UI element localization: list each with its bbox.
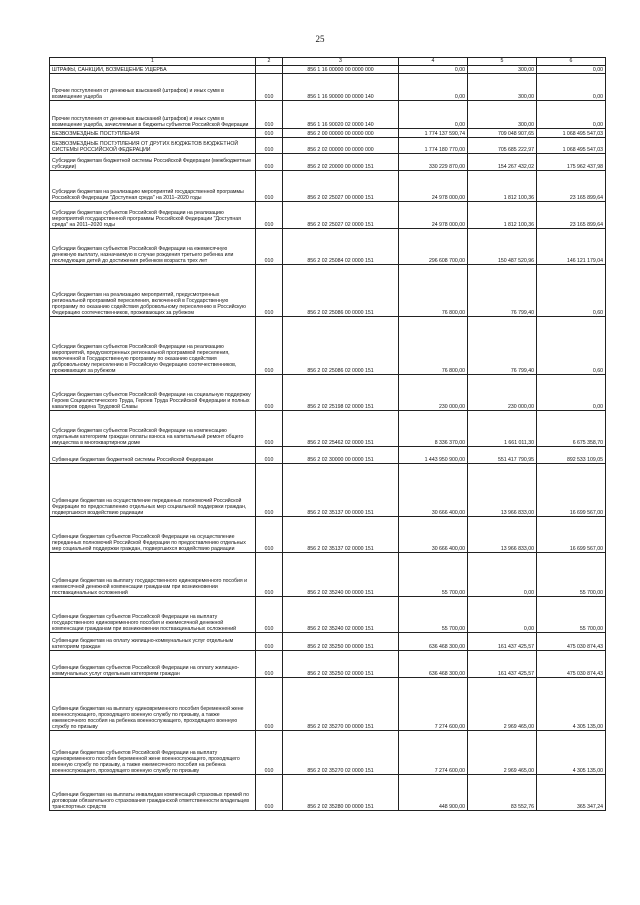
row-kbk-cell: 856 2 02 35137 02 0000 151 <box>283 517 399 553</box>
row-approved-value-cell: 76 800,00 <box>399 317 468 375</box>
table-row <box>50 731 606 775</box>
row-approved-value-cell: 636 468 300,00 <box>399 633 468 651</box>
row-executed-value-cell: 13 966 833,00 <box>468 517 537 553</box>
header-cell-6: 6 <box>537 58 606 66</box>
row-code-cell: 010 <box>256 633 283 651</box>
row-unexecuted-value-cell: 475 030 874,43 <box>537 633 606 651</box>
table-row <box>50 553 606 597</box>
header-cell-2: 2 <box>256 58 283 66</box>
row-name-cell: Субсидии бюджетам субъектов Российской Федерации на компенсацию отдельным категориям граждан оплаты взноса на капитальный ремонт общего имущества в многоквартирном доме <box>50 411 256 447</box>
row-approved-value-cell: 24 978 000,00 <box>399 202 468 229</box>
row-unexecuted-value-cell: 0,00 <box>537 101 606 129</box>
row-unexecuted-value-cell: 4 305 135,00 <box>537 678 606 731</box>
row-name-cell: Субвенции бюджетам на оплату жилищно-коммунальных услуг отдельным категориям граждан <box>50 633 256 651</box>
row-code-cell: 010 <box>256 517 283 553</box>
row-unexecuted-value-cell: 6 675 358,70 <box>537 411 606 447</box>
row-executed-value-cell: 0,00 <box>468 597 537 633</box>
header-cell-5: 5 <box>468 58 537 66</box>
row-code-cell: 010 <box>256 447 283 464</box>
budget-table <box>49 57 606 811</box>
row-code-cell: 010 <box>256 129 283 138</box>
row-approved-value-cell: 24 978 000,00 <box>399 171 468 202</box>
row-kbk-cell: 856 2 00 00000 00 0000 000 <box>283 129 399 138</box>
row-kbk-cell: 856 2 02 00000 00 0000 000 <box>283 138 399 154</box>
row-name-cell: БЕЗВОЗМЕЗДНЫЕ ПОСТУПЛЕНИЯ ОТ ДРУГИХ БЮДЖЕТОВ БЮДЖЕТНОЙ СИСТЕМЫ РОССИЙСКОЙ ФЕДЕРАЦИИ <box>50 138 256 154</box>
row-executed-value-cell: 161 437 425,57 <box>468 633 537 651</box>
row-approved-value-cell: 7 274 600,00 <box>399 678 468 731</box>
row-executed-value-cell: 161 437 425,57 <box>468 651 537 678</box>
table-row <box>50 317 606 375</box>
row-unexecuted-value-cell: 175 962 437,98 <box>537 154 606 171</box>
row-unexecuted-value-cell: 23 165 899,64 <box>537 202 606 229</box>
row-code-cell: 010 <box>256 553 283 597</box>
row-executed-value-cell: 1 661 011,30 <box>468 411 537 447</box>
row-name-cell: Субсидии бюджетам на реализацию мероприятий, предусмотренных региональной программой переселения, включенной в Государственную программу по оказанию содействия добровольному переселению в Российскую Федерацию соотечественников, проживающих за рубежом <box>50 265 256 317</box>
table-row <box>50 447 606 464</box>
row-name-cell: Субвенции бюджетам субъектов Российской Федерации на оплату жилищно-коммунальных услуг отдельным категориям граждан <box>50 651 256 678</box>
row-kbk-cell: 856 2 02 25462 02 0000 151 <box>283 411 399 447</box>
row-unexecuted-value-cell: 0,00 <box>537 74 606 101</box>
row-kbk-cell: 856 1 16 00000 00 0000 000 <box>283 66 399 74</box>
row-approved-value-cell: 30 666 400,00 <box>399 517 468 553</box>
row-unexecuted-value-cell: 16 699 567,00 <box>537 517 606 553</box>
table-row <box>50 154 606 171</box>
row-unexecuted-value-cell: 892 533 109,05 <box>537 447 606 464</box>
row-unexecuted-value-cell: 0,60 <box>537 317 606 375</box>
row-code-cell: 010 <box>256 651 283 678</box>
row-kbk-cell: 856 1 16 90000 00 0000 140 <box>283 74 399 101</box>
row-executed-value-cell: 2 969 465,00 <box>468 731 537 775</box>
row-executed-value-cell: 154 267 432,02 <box>468 154 537 171</box>
row-unexecuted-value-cell: 475 030 874,43 <box>537 651 606 678</box>
row-name-cell: Субсидии бюджетам бюджетной системы Российской Федерации (межбюджетные субсидии) <box>50 154 256 171</box>
row-unexecuted-value-cell: 0,60 <box>537 265 606 317</box>
row-approved-value-cell: 330 229 870,00 <box>399 154 468 171</box>
row-unexecuted-value-cell: 55 700,00 <box>537 553 606 597</box>
row-code-cell: 010 <box>256 101 283 129</box>
row-code-cell: 010 <box>256 678 283 731</box>
table-row <box>50 229 606 265</box>
row-name-cell: Субвенции бюджетам на выплату государственного единовременного пособия и ежемесячной денежной компенсации гражданам при возникновении поствакцинальных осложнений <box>50 553 256 597</box>
row-kbk-cell: 856 1 16 90020 02 0000 140 <box>283 101 399 129</box>
header-cell-3: 3 <box>283 58 399 66</box>
row-executed-value-cell: 150 487 520,96 <box>468 229 537 265</box>
row-kbk-cell: 856 2 02 35270 00 0000 151 <box>283 678 399 731</box>
row-unexecuted-value-cell: 16 699 567,00 <box>537 464 606 517</box>
row-code-cell: 010 <box>256 154 283 171</box>
row-name-cell: Субсидии бюджетам на реализацию мероприятий государственной программы Российской Федерации "Доступная среда" на 2011–2020 годы <box>50 171 256 202</box>
row-approved-value-cell: 296 608 700,00 <box>399 229 468 265</box>
row-unexecuted-value-cell: 365 347,24 <box>537 775 606 811</box>
row-kbk-cell: 856 2 02 25027 02 0000 151 <box>283 202 399 229</box>
row-code-cell: 010 <box>256 775 283 811</box>
row-approved-value-cell: 1 443 950 900,00 <box>399 447 468 464</box>
row-name-cell: Субсидии бюджетам субъектов Российской Федерации на реализацию мероприятий, предусмотренных региональной программой переселения, включенной в Государственную программу по оказанию содействия добровольному переселению в Российскую Федерацию соотечественников, проживающих за рубежом <box>50 317 256 375</box>
row-approved-value-cell: 1 774 180 770,00 <box>399 138 468 154</box>
row-kbk-cell: 856 2 02 25084 02 0000 151 <box>283 229 399 265</box>
row-code-cell: 010 <box>256 74 283 101</box>
row-unexecuted-value-cell: 1 068 495 547,03 <box>537 129 606 138</box>
row-approved-value-cell: 1 774 137 590,74 <box>399 129 468 138</box>
row-kbk-cell: 856 2 02 25198 02 0000 151 <box>283 375 399 411</box>
row-approved-value-cell: 0,00 <box>399 74 468 101</box>
table-row <box>50 171 606 202</box>
table-row <box>50 66 606 74</box>
row-kbk-cell: 856 2 02 25086 00 0000 151 <box>283 265 399 317</box>
row-name-cell: Прочие поступления от денежных взысканий (штрафов) и иных сумм в возмещение ущерба <box>50 74 256 101</box>
row-code-cell: 010 <box>256 171 283 202</box>
row-executed-value-cell: 1 812 100,36 <box>468 202 537 229</box>
row-executed-value-cell: 300,00 <box>468 74 537 101</box>
row-name-cell: ШТРАФЫ, САНКЦИИ, ВОЗМЕЩЕНИЕ УЩЕРБА <box>50 66 256 74</box>
row-executed-value-cell: 709 048 907,65 <box>468 129 537 138</box>
row-kbk-cell: 856 2 02 30000 00 0000 151 <box>283 447 399 464</box>
row-approved-value-cell: 55 700,00 <box>399 553 468 597</box>
row-name-cell: Субсидии бюджетам субъектов Российской Федерации на социальную поддержку Героев Социалистического Труда, Героев Труда Российской Федерации и полных кавалеров ордена Трудовой Славы <box>50 375 256 411</box>
row-approved-value-cell: 30 666 400,00 <box>399 464 468 517</box>
header-cell-4: 4 <box>399 58 468 66</box>
row-approved-value-cell: 230 000,00 <box>399 375 468 411</box>
row-kbk-cell: 856 2 02 25086 02 0000 151 <box>283 317 399 375</box>
header-cell-1: 1 <box>50 58 256 66</box>
row-name-cell: Прочие поступления от денежных взысканий (штрафов) и иных сумм в возмещение ущерба, зачисляемые в бюджеты субъектов Российской Федерации <box>50 101 256 129</box>
row-approved-value-cell: 55 700,00 <box>399 597 468 633</box>
table-row <box>50 202 606 229</box>
row-executed-value-cell: 76 799,40 <box>468 317 537 375</box>
row-name-cell: Субвенции бюджетам бюджетной системы Российской Федерации <box>50 447 256 464</box>
table-row <box>50 517 606 553</box>
row-approved-value-cell: 636 468 300,00 <box>399 651 468 678</box>
row-unexecuted-value-cell: 4 305 135,00 <box>537 731 606 775</box>
row-unexecuted-value-cell: 1 068 495 547,03 <box>537 138 606 154</box>
row-kbk-cell: 856 2 02 35137 00 0000 151 <box>283 464 399 517</box>
row-executed-value-cell: 13 966 833,00 <box>468 464 537 517</box>
row-name-cell: Субвенции бюджетам субъектов Российской Федерации на осуществление переданных полномочий Российской Федерации по предоставлению отдельных мер социальной поддержки граждан, подвергшихся воздействию радиации <box>50 517 256 553</box>
row-code-cell: 010 <box>256 229 283 265</box>
row-executed-value-cell: 230 000,00 <box>468 375 537 411</box>
row-name-cell: Субвенции бюджетам субъектов Российской Федерации на выплату государственного единовременного пособия и ежемесячной денежной компенсации гражданам при возникновении поствакцинальных осложнений <box>50 597 256 633</box>
row-name-cell: Субсидии бюджетам субъектов Российской Федерации на реализацию мероприятий государственной программы Российской Федерации "Доступная среда" на 2011–2020 годы <box>50 202 256 229</box>
row-unexecuted-value-cell: 0,00 <box>537 375 606 411</box>
row-kbk-cell: 856 2 02 35240 02 0000 151 <box>283 597 399 633</box>
row-unexecuted-value-cell: 146 121 179,04 <box>537 229 606 265</box>
header-row <box>50 58 606 66</box>
table-row <box>50 138 606 154</box>
table-row <box>50 375 606 411</box>
row-executed-value-cell: 300,00 <box>468 101 537 129</box>
page-number: 25 <box>315 34 325 44</box>
row-unexecuted-value-cell: 0,00 <box>537 66 606 74</box>
row-approved-value-cell: 8 336 370,00 <box>399 411 468 447</box>
row-executed-value-cell: 83 552,76 <box>468 775 537 811</box>
row-unexecuted-value-cell: 55 700,00 <box>537 597 606 633</box>
row-kbk-cell: 856 2 02 35270 02 0000 151 <box>283 731 399 775</box>
table-row <box>50 678 606 731</box>
row-executed-value-cell: 300,00 <box>468 66 537 74</box>
row-code-cell: 010 <box>256 597 283 633</box>
row-executed-value-cell: 705 685 222,97 <box>468 138 537 154</box>
row-kbk-cell: 856 2 02 35280 00 0000 151 <box>283 775 399 811</box>
row-approved-value-cell: 0,00 <box>399 66 468 74</box>
row-approved-value-cell: 7 274 600,00 <box>399 731 468 775</box>
table-row <box>50 101 606 129</box>
row-unexecuted-value-cell: 23 165 899,64 <box>537 171 606 202</box>
table-row <box>50 775 606 811</box>
row-name-cell: Субвенции бюджетам на выплаты инвалидам компенсаций страховых премий по договорам обязательного страхования гражданской ответственности владельцев транспортных средств <box>50 775 256 811</box>
row-kbk-cell: 856 2 02 25027 00 0000 151 <box>283 171 399 202</box>
row-executed-value-cell: 551 417 790,95 <box>468 447 537 464</box>
row-kbk-cell: 856 2 02 35240 00 0000 151 <box>283 553 399 597</box>
row-code-cell: 010 <box>256 138 283 154</box>
row-executed-value-cell: 1 812 100,36 <box>468 171 537 202</box>
row-name-cell: Субвенции бюджетам субъектов Российской Федерации на выплату единовременного пособия беременной жене военнослужащего, проходящего военную службу по призыву, а также ежемесячного пособия на ребенка военнослужащего, проходящего военную службу по призыву <box>50 731 256 775</box>
row-kbk-cell: 856 2 02 35250 00 0000 151 <box>283 633 399 651</box>
table-row <box>50 464 606 517</box>
row-kbk-cell: 856 2 02 20000 00 0000 151 <box>283 154 399 171</box>
table-row <box>50 265 606 317</box>
row-code-cell: 010 <box>256 411 283 447</box>
row-approved-value-cell: 76 800,00 <box>399 265 468 317</box>
table-row <box>50 633 606 651</box>
row-code-cell: 010 <box>256 464 283 517</box>
row-name-cell: БЕЗВОЗМЕЗДНЫЕ ПОСТУПЛЕНИЯ <box>50 129 256 138</box>
row-approved-value-cell: 448 900,00 <box>399 775 468 811</box>
row-code-cell: 010 <box>256 202 283 229</box>
row-executed-value-cell: 2 969 465,00 <box>468 678 537 731</box>
row-executed-value-cell: 0,00 <box>468 553 537 597</box>
row-code-cell: 010 <box>256 731 283 775</box>
table-row <box>50 129 606 138</box>
row-name-cell: Субвенции бюджетам на осуществление переданных полномочий Российской Федерации по предоставлению отдельных мер социальной поддержки граждан, подвергшихся воздействию радиации <box>50 464 256 517</box>
row-name-cell: Субсидии бюджетам субъектов Российской Федерации на ежемесячную денежную выплату, назначаемую в случае рождения третьего ребенка или последующих детей до достижения ребенком возраста трех лет <box>50 229 256 265</box>
table-row <box>50 411 606 447</box>
row-code-cell: 010 <box>256 375 283 411</box>
row-kbk-cell: 856 2 02 35250 02 0000 151 <box>283 651 399 678</box>
row-approved-value-cell: 0,00 <box>399 101 468 129</box>
table-row <box>50 651 606 678</box>
row-name-cell: Субвенции бюджетам на выплату единовременного пособия беременной жене военнослужащего, проходящего военную службу по призыву, а также ежемесячного пособия на ребенка военнослужащего, проходящего военную службу по призыву <box>50 678 256 731</box>
table-row <box>50 74 606 101</box>
row-code-cell: 010 <box>256 317 283 375</box>
table-row <box>50 597 606 633</box>
row-code-cell <box>256 66 283 74</box>
row-executed-value-cell: 76 799,40 <box>468 265 537 317</box>
row-code-cell: 010 <box>256 265 283 317</box>
